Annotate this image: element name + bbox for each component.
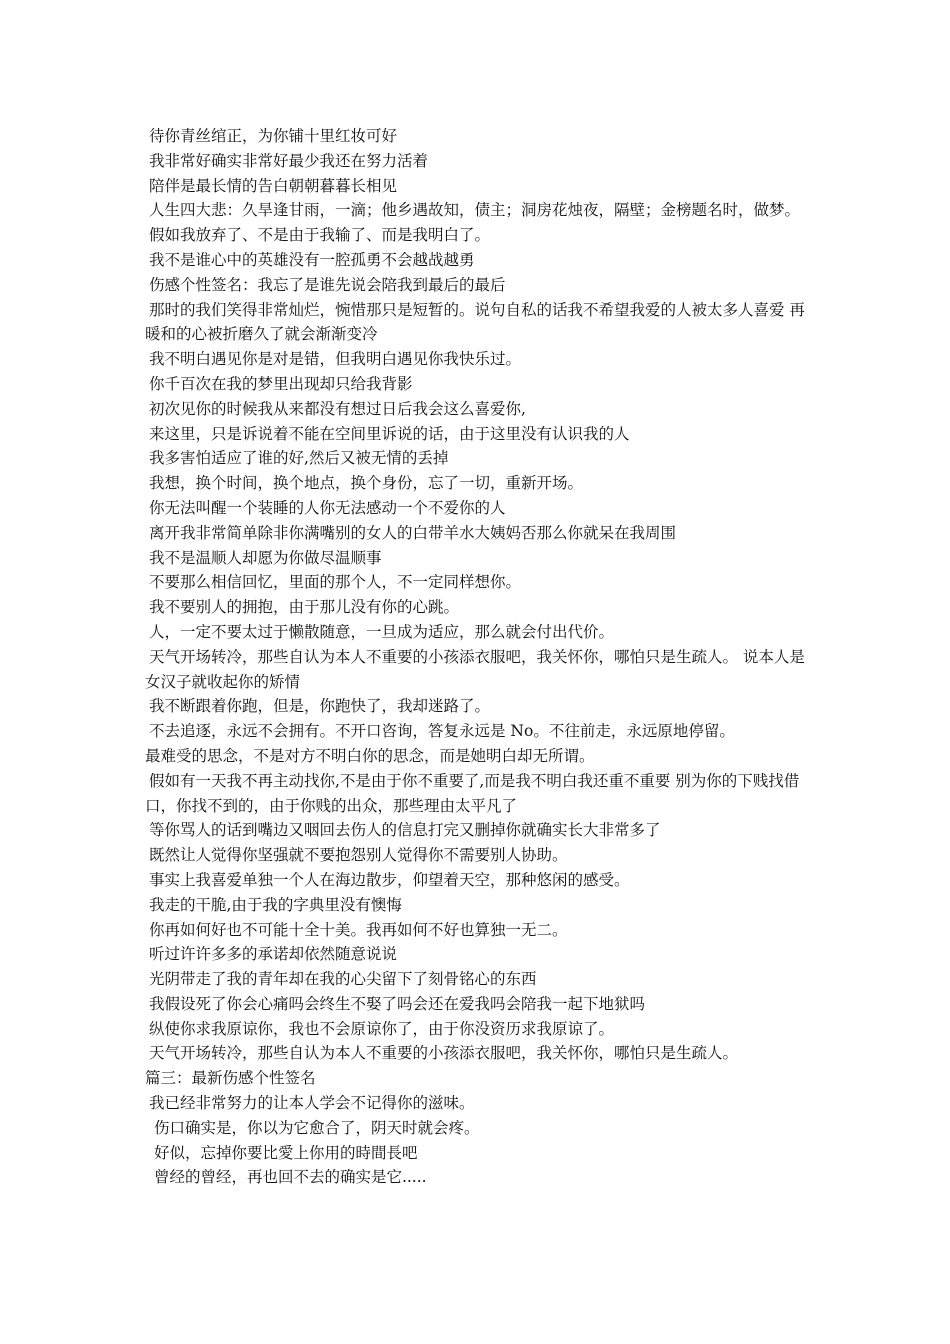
text-line: 我不是谁心中的英雄没有一腔孤勇不会越战越勇 [149, 250, 475, 269]
text-line: 篇三：最新伤感个性签名 [145, 1069, 316, 1088]
text-line: 假如我放弃了、不是由于我输了、而是我明白了。 [149, 226, 491, 245]
text-line: 待你青丝绾正，为你铺十里红妆可好 [149, 127, 398, 145]
text-line: 听过许许多多的承诺却依然随意说说 [149, 945, 398, 964]
text-line: 我已经非常努力的让本人学会不记得你的滋味。 [149, 1094, 475, 1113]
text-line: 最难受的思念，不是对方不明白你的思念，而是她明白却无所谓。 [145, 746, 595, 765]
text-line: 假如有一天我不再主动找你,不是由于你不重要了,而是我不明白我还重不重要 别为你的下贱找借口，你找不到的，由于你贱的出众，那些理由太平凡了 [145, 771, 800, 815]
text-line: 我走的干脆,由于我的字典里没有懊悔 [149, 895, 402, 914]
text-line: 事实上我喜爱单独一个人在海边散步，仰望着天空，那种悠闲的感受。 [149, 870, 630, 889]
text-line: 不去追逐，永远不会拥有。不开口咨询，答复永远是 No。不往前走，永远原地停留。 [149, 722, 735, 741]
text-line: 既然让人觉得你坚强就不要抱怨别人觉得你不需要别人协助。 [149, 846, 568, 865]
text-line: 你再如何好也不可能十全十美。我再如何不好也算独一无二。 [149, 920, 568, 939]
text-line: 不要那么相信回忆，里面的那个人，不一定同样想你。 [149, 573, 522, 592]
text-line: 我不明白遇见你是对是错，但我明白遇见你我快乐过。 [149, 350, 522, 369]
text-line: 来这里，只是诉说着不能在空间里诉说的话，由于这里没有认识我的人 [149, 424, 630, 443]
text-line: 我非常好确实非常好最少我还在努力活着 [149, 151, 429, 170]
text-line: 我不要别人的拥抱，由于那儿没有你的心跳。 [149, 598, 460, 617]
text-line: 我假设死了你会心痛吗会终生不娶了吗会还在爱我吗会陪我一起下地狱吗 [149, 994, 646, 1013]
text-line: 人，一定不要太过于懒散随意，一旦成为适应，那么就会付出代价。 [149, 622, 615, 641]
text-line: 初次见你的时候我从来都没有想过日后我会这么喜爱你, [149, 399, 526, 418]
text-line: 光阴带走了我的青年却在我的心尖留下了刻骨铭心的东西 [149, 970, 537, 989]
text-line: 伤感个性签名：我忘了是谁先说会陪我到最后的最后 [149, 275, 506, 294]
text-line: 天气开场转冷，那些自认为本人不重要的小孩添衣服吧，我关怀你，哪怕只是生疏人。 说本人是女汉子就收起你的矫情 [145, 647, 805, 691]
text-line: 人生四大悲：久旱逢甘雨，一滴；他乡遇故知，债主；洞房花烛夜，隔壁；金榜题名时，做梦。 [149, 201, 801, 220]
text-line: 那时的我们笑得非常灿烂，惋惜那只是短暂的。说句自私的话我不希望我爱的人被太多人喜爱 再暖和的心被折磨久了就会渐渐变冷 [145, 300, 805, 344]
text-line: 我不断跟着你跑，但是，你跑快了，我却迷路了。 [149, 697, 491, 716]
text-line: 我不是温顺人却愿为你做尽温顺事 [149, 548, 382, 567]
document-text [145, 124, 815, 1190]
text-line: 离开我非常简单除非你满嘴别的女人的白带羊水大姨妈否那么你就呆在我周围 [149, 523, 677, 542]
text-line: 纵使你求我原谅你，我也不会原谅你了，由于你没资历求我原谅了。 [149, 1019, 615, 1038]
text-line: 天气开场转冷，那些自认为本人不重要的小孩添衣服吧，我关怀你，哪怕只是生疏人。 [149, 1044, 739, 1063]
text-line: 好似，忘掉你要比愛上你用的時間長吧 [149, 1143, 418, 1162]
text-line: 你无法叫醒一个装睡的人你无法感动一个不爱你的人 [149, 498, 506, 517]
text-line: 伤口确实是，你以为它愈合了，阴天时就会疼。 [149, 1118, 480, 1137]
text-line: 你千百次在我的梦里出现却只给我背影 [149, 374, 413, 393]
text-line: 曾经的曾经，再也回不去的确实是它..... [149, 1168, 427, 1187]
text-line: 我多害怕适应了谁的好,然后又被无情的丢掉 [149, 449, 449, 468]
text-line: 我想，换个时间，换个地点，换个身份，忘了一切，重新开场。 [149, 474, 584, 493]
text-line: 等你骂人的话到嘴边又咽回去伤人的信息打完又删掉你就确实长大非常多了 [149, 821, 661, 840]
text-line: 陪伴是最长情的告白朝朝暮暮长相见 [149, 176, 398, 195]
